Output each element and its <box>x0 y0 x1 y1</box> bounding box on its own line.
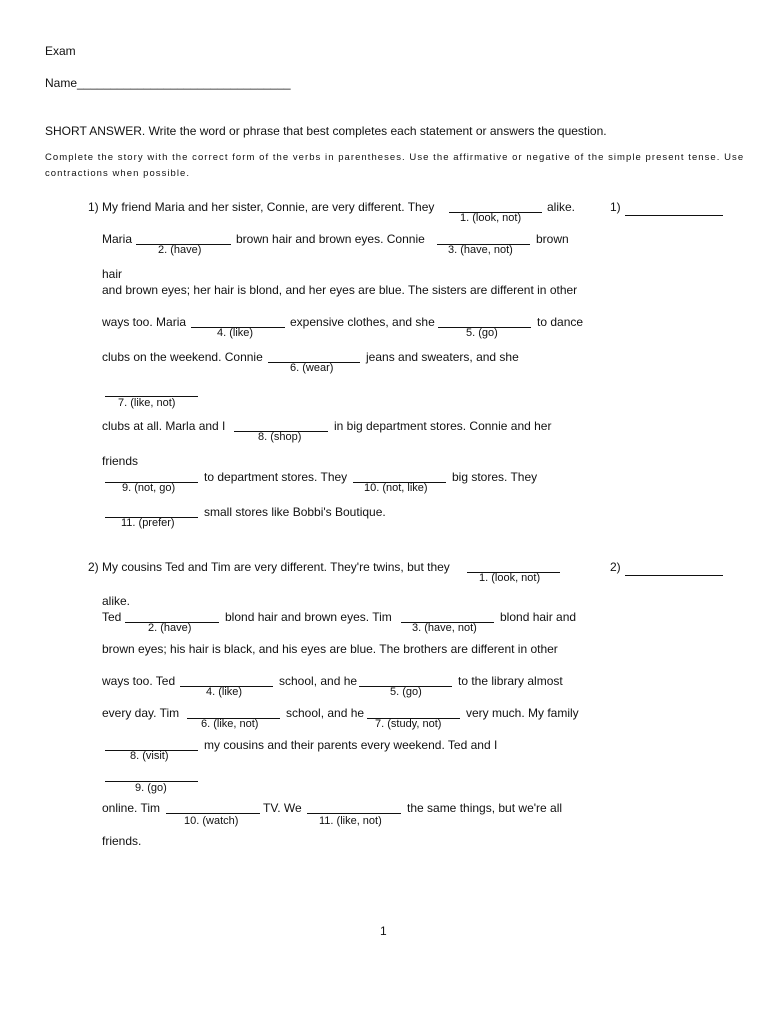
q2-hint-3: 3. (have, not) <box>412 622 477 634</box>
q2-hint-7: 7. (study, not) <box>375 718 442 730</box>
q2-hint-6: 6. (like, not) <box>201 718 259 730</box>
question-1-answer-label: 1) <box>610 200 621 214</box>
name-field: Name________________________________ <box>45 76 291 90</box>
q2-text: online. Tim <box>102 801 161 815</box>
q1-text: clubs at all. Marla and I <box>102 419 226 433</box>
q1-hint-5: 5. (go) <box>466 327 498 339</box>
q1-text: small stores like Bobbi's Boutique. <box>204 505 386 519</box>
q1-hint-4: 4. (like) <box>217 327 254 339</box>
q2-text: ways too. Ted <box>102 674 176 688</box>
q1-hint-9: 9. (not, go) <box>122 482 176 494</box>
q1-text: expensive clothes, and she <box>290 315 435 329</box>
q1-text: Maria <box>102 232 133 246</box>
q2-text: very much. My family <box>466 706 579 720</box>
question-2-number: 2) <box>88 560 99 574</box>
q2-hint-2: 2. (have) <box>148 622 192 634</box>
q1-hint-3: 3. (have, not) <box>448 244 513 256</box>
q1-hint-2: 2. (have) <box>158 244 202 256</box>
instructions-line-1: Complete the story with the correct form of the verbs in parentheses. Use the affirmative or negative of the simple present tense. Use <box>45 152 745 163</box>
q1-hint-10: 10. (not, like) <box>364 482 428 494</box>
q2-text: to the library almost <box>458 674 563 688</box>
q1-text: jeans and sweaters, and she <box>366 350 519 364</box>
q1-text: big stores. They <box>452 470 538 484</box>
exam-title: Exam <box>45 44 76 58</box>
q1-text: brown <box>536 232 569 246</box>
question-1-answer-line[interactable] <box>625 215 723 216</box>
q2-blank-10[interactable] <box>166 813 260 814</box>
q1-hint-11: 11. (prefer) <box>121 517 175 529</box>
q2-blank-11[interactable] <box>307 813 401 814</box>
q1-text: clubs on the weekend. Connie <box>102 350 263 364</box>
q2-hint-10: 10. (watch) <box>184 815 239 827</box>
q2-text: school, and he <box>279 674 358 688</box>
q2-hint-4: 4. (like) <box>206 686 243 698</box>
q2-hint-1: 1. (look, not) <box>479 572 541 584</box>
q2-text: blond hair and <box>500 610 577 624</box>
q2-text: friends. <box>102 834 142 848</box>
q2-text: blond hair and brown eyes. Tim <box>225 610 392 624</box>
section-title: SHORT ANSWER. Write the word or phrase that best completes each statement or answers the question. <box>45 124 607 138</box>
question-2-answer-line[interactable] <box>625 575 723 576</box>
q2-text: brown eyes; his hair is black, and his eyes are blue. The brothers are different in other <box>102 642 558 656</box>
q1-text: hair <box>102 267 123 281</box>
q2-text: my cousins and their parents every weekend. Ted and I <box>204 738 498 752</box>
q1-text: to department stores. They <box>204 470 348 484</box>
q1-text: brown hair and brown eyes. Connie <box>236 232 425 246</box>
q2-text: Ted <box>102 610 122 624</box>
q1-text: My friend Maria and her sister, Connie, are very different. They <box>102 200 435 214</box>
q1-text: in big department stores. Connie and her <box>334 419 552 433</box>
q2-hint-11: 11. (like, not) <box>319 815 382 827</box>
q2-text: alike. <box>102 594 131 608</box>
question-2-answer-label: 2) <box>610 560 621 574</box>
q1-text: to dance <box>537 315 584 329</box>
q2-text: school, and he <box>286 706 365 720</box>
question-1-number: 1) <box>88 200 99 214</box>
q2-text: TV. We <box>263 801 302 815</box>
q2-hint-9: 9. (go) <box>135 782 167 794</box>
q2-text: every day. Tim <box>102 706 180 720</box>
q2-text: My cousins Ted and Tim are very different. They're twins, but they <box>102 560 450 574</box>
q1-hint-8: 8. (shop) <box>258 431 302 443</box>
q2-hint-8: 8. (visit) <box>130 750 169 762</box>
q2-hint-5: 5. (go) <box>390 686 422 698</box>
q1-hint-7: 7. (like, not) <box>118 397 176 409</box>
q1-hint-1: 1. (look, not) <box>460 212 522 224</box>
q2-text: the same things, but we're all <box>407 801 563 815</box>
q1-text: ways too. Maria <box>102 315 187 329</box>
q1-text: friends <box>102 454 139 468</box>
q1-hint-6: 6. (wear) <box>290 362 334 374</box>
instructions-line-2: contractions when possible. <box>45 168 191 179</box>
q1-text: alike. <box>547 200 576 214</box>
q1-text: and brown eyes; her hair is blond, and her eyes are blue. The sisters are different in other <box>102 283 578 297</box>
page-number: 1 <box>380 924 387 938</box>
